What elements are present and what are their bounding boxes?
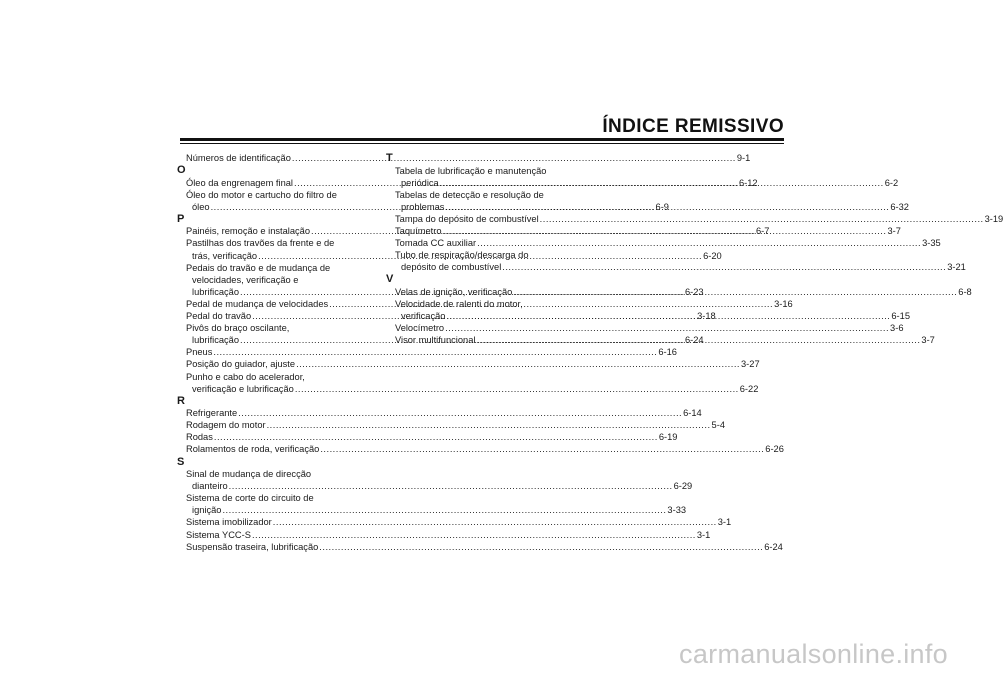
index-entry-text: Posição do guiador, ajuste <box>186 359 296 370</box>
index-entry-page: 6-7 <box>755 226 770 237</box>
dot-leader <box>540 213 984 225</box>
index-entry-page: 3-16 <box>774 298 793 309</box>
header-rule-thin <box>180 143 784 144</box>
index-entry-page: 3-19 <box>984 213 1003 224</box>
index-section-letter: O <box>177 164 186 177</box>
page-title: ÍNDICE REMISSIVO <box>602 116 784 137</box>
dot-leader <box>267 419 711 431</box>
index-entry <box>186 346 677 358</box>
index-entry-text: Suspensão traseira, lubrificação <box>186 541 319 552</box>
index-entry-page: 3-18 <box>697 311 716 322</box>
index-entry-text: dianteiro <box>192 481 228 492</box>
index-entry-text: ignição <box>192 505 222 516</box>
index-entry-text: Sistema YCC-S <box>186 529 251 540</box>
index-entry-text: Taquímetro <box>395 225 442 236</box>
dot-leader <box>445 202 889 212</box>
index-entry-page: 6-14 <box>683 408 702 419</box>
index-entry-text: Sistema de corte do circuito de <box>186 493 314 504</box>
dot-leader <box>440 178 884 188</box>
dot-leader <box>502 262 946 272</box>
index-entry <box>186 492 687 516</box>
index-entry-page: 6-24 <box>764 541 783 552</box>
index-entry-page: 6-12 <box>738 177 758 188</box>
index-entry-text: Números de identificação <box>186 153 291 163</box>
index-entry-text: Sinal de mudança de direcção <box>186 469 312 480</box>
index-entry-page: 6-8 <box>958 286 972 297</box>
dot-leader <box>214 431 658 443</box>
index-entry-page: 5-4 <box>711 420 725 431</box>
index-entry-text: Velas de ignição, verificação <box>395 286 513 297</box>
index-entry-text: depósito de combustível <box>401 262 502 273</box>
dot-leader <box>445 322 889 334</box>
index-entry-page: 6-16 <box>658 347 677 358</box>
index-entry-page: 9-1 <box>736 153 751 163</box>
index-entry-text: lubrificação <box>192 335 240 346</box>
index-entry-page: 3-6 <box>890 323 904 334</box>
index-entry-page: 3-1 <box>696 529 711 540</box>
watermark-text: carmanualsonline.info <box>679 639 948 669</box>
index-section-letter: P <box>177 212 185 225</box>
dot-leader <box>252 529 696 541</box>
index-entry-text: Velocidade de ralenti do motor, <box>395 298 523 309</box>
index-entry-page: 6-23 <box>684 286 704 297</box>
dot-leader <box>222 505 666 515</box>
index-entry-page: 6-22 <box>739 383 759 394</box>
index-entry-page: 3-33 <box>667 505 687 516</box>
index-entry-text: Refrigerante <box>186 408 238 419</box>
index-section-letter: S <box>177 455 185 468</box>
index-entry <box>186 431 678 443</box>
index-entry <box>395 237 941 249</box>
dot-leader <box>229 481 673 491</box>
index-entry-page: 3-7 <box>887 225 901 236</box>
index-entry-page: 3-21 <box>947 262 966 273</box>
index-entry-text: Pivôs do braço oscilante, <box>186 323 290 334</box>
index-entry-text: Pastilhas dos travões da frente e de <box>186 238 335 249</box>
index-entry-text: verificação e lubrificação <box>192 383 294 394</box>
index-entry-text: Punho e cabo do acelerador, <box>186 371 305 382</box>
index-entry-text: Sistema imobilizador <box>186 517 272 528</box>
index-entry-page: 3-35 <box>922 238 941 249</box>
index-entry-text: Tubo de respiração/descarga do <box>395 250 529 261</box>
index-entry-page: 6-19 <box>658 432 678 443</box>
index-entry <box>186 371 759 395</box>
index-entry-text: Pedal do travão <box>186 311 252 322</box>
index-entry-page: 3-27 <box>741 359 760 370</box>
index-entry-text: problemas <box>401 201 445 212</box>
dot-leader <box>476 334 920 346</box>
index-entry <box>186 443 784 455</box>
index-entry-text: Pneus <box>186 347 213 358</box>
index-entry <box>186 541 783 553</box>
index-entry-page: 6-24 <box>684 335 704 346</box>
index-entry <box>186 152 751 164</box>
dot-leader <box>443 225 887 237</box>
dot-leader <box>319 541 763 553</box>
index-entry-text: Pedal de mudança de velocidades <box>186 298 329 309</box>
index-entry-text: Tampa do depósito de combustível <box>395 213 539 224</box>
dot-leader <box>477 237 921 249</box>
index-section-letter: R <box>177 394 185 407</box>
index-entry-text: trás, verificação <box>192 250 258 261</box>
index-entry-page: 6-20 <box>703 250 722 261</box>
index-entry-text: lubrificação <box>192 286 240 297</box>
index-entry-page: 6-15 <box>891 311 910 322</box>
header-rule-thick <box>180 138 784 141</box>
index-entry-text: Tabelas de detecção e resolução de <box>395 189 544 200</box>
index-entry-text: Rolamentos de roda, verificação <box>186 444 320 455</box>
index-entry-page: 6-9 <box>655 201 669 212</box>
index-entry-page: 3-1 <box>717 517 732 528</box>
index-entry <box>186 358 760 370</box>
index-entry <box>186 419 725 431</box>
index-entry-text: velocidades, verificação e <box>192 274 299 285</box>
index-entry-text: Painéis, remoção e instalação <box>186 226 311 237</box>
index-entry-page: 6-29 <box>673 481 693 492</box>
index-entry-text: Tomada CC auxiliar <box>395 238 477 249</box>
index-entry <box>395 213 1003 225</box>
index-entry-page: 3-7 <box>921 335 935 346</box>
index-entry <box>395 322 904 334</box>
dot-leader <box>513 286 957 298</box>
index-entry <box>186 468 693 492</box>
index-section-letter: T <box>386 152 393 164</box>
index-entry-text: Tabela de lubrificação e manutenção <box>395 165 547 176</box>
index-entry-text: Visor multifuncional <box>395 335 476 346</box>
index-entry-text: Óleo do motor e cartucho do filtro de <box>186 189 337 200</box>
index-entry-text: óleo <box>192 201 210 212</box>
index-entry <box>186 516 732 528</box>
index-entry-text: Rodas <box>186 432 213 443</box>
index-entry-text: Rodagem do motor <box>186 420 266 431</box>
dot-leader <box>273 516 717 528</box>
index-entry-page: 6-2 <box>884 177 899 188</box>
index-entry <box>186 407 702 419</box>
dot-leader <box>295 384 739 394</box>
dot-leader <box>446 311 890 321</box>
dot-leader <box>213 346 657 358</box>
index-entry-text: verificação <box>401 311 446 322</box>
index-entry-text: Óleo da engrenagem final <box>186 177 293 188</box>
index-entry-text: Velocímetro <box>395 323 445 334</box>
dot-leader <box>320 443 764 455</box>
dot-leader <box>296 358 740 370</box>
index-entry-page: 6-32 <box>890 201 909 212</box>
dot-leader <box>238 407 682 419</box>
index-entry-page: 6-26 <box>765 444 784 455</box>
index-section-letter: V <box>386 273 394 286</box>
index-entry <box>186 529 711 541</box>
index-entry-text: Pedais do travão e de mudança de <box>186 262 331 273</box>
index-entry-text: periódica <box>401 177 439 188</box>
